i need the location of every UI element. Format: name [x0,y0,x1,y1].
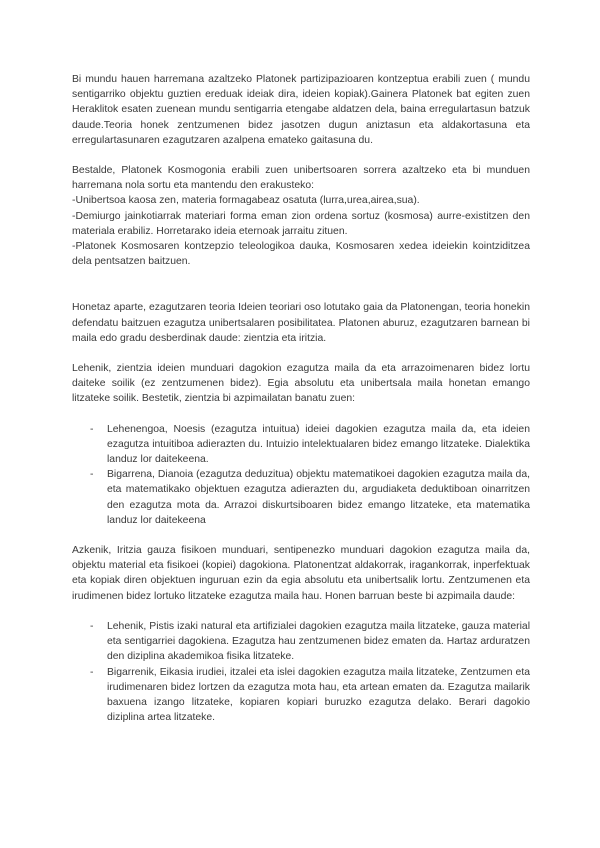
dash-bullet: - [90,469,94,481]
paragraph-opinion: Azkenik, Iritzia gauza fisikoen munduari, sentipenezko munduari dagokion ezagutza maila da, objektu material eta fisikoei (kopiei) dagokiona. Platonentzat aldakorrak, iragankorrak, inperfektuak eta kopiak diren objektuen inguruan ezin da egia absolutu eta unibertsalik lortu. Zentzumenen eta irudimenen bidez lortuko litzateke ezagutza maila hau. Honen barruan beste bi azpimaila daude: [72,545,530,602]
dash-bullet: - [90,423,94,435]
dash-bullet: - [90,666,94,678]
list-opinion-sublevels [72,619,530,725]
cosmogony-line-teleology: -Platonek Kosmosaren kontzepzio teleologikoa dauka, Kosmosaren xedea ideiekin kointziditzea dela pentsatzen baitzuen. [72,241,530,268]
cosmogony-line-demiurge: -Demiurgo jainkotiarrak materiari forma eman zion ordena sortuz (kosmosa) aurre-existitzen den materiala erabiliz. Horretarako ideia eternoak jarraitu zituen. [72,210,530,237]
dash-bullet: - [90,620,94,632]
paragraph-cosmogony [72,163,530,269]
list-science-sublevels [72,422,530,528]
list-item-noesis [72,422,530,468]
paragraph-knowledge-theory: Honetaz aparte, ezagutzaren teoria Ideien teoriari oso lotutako gaia da Platonengan, teoria honekin defendatu baitzuen ezagutza unibertsalaren posibilitatea. Platonen aburuz, ezagutzaren barnean bi maila edo gradu desberdinak daude: zientzia eta iritzia. [72,302,530,344]
cosmogony-line-chaos: -Unibertsoa kaosa zen, materia formagabeaz osatuta (lurra,urea,airea,sua). [72,195,420,207]
list-item-text: Bigarrena, Dianoia (ezagutza deduzitua) objektu matematikoei dagokien ezagutza maila da, eta matematikako objektuen ezagutza adierazten du, argudiaketa deduktiboan oinarritzen den ezagutza mota da. Arrazoi diskurtsiboaren bidez emango litzateke, eta matematika landuz lor daitekeena [107,469,530,526]
list-item-dianoia [72,467,530,528]
document-page [72,72,530,725]
list-item-pistis [72,619,530,665]
cosmogony-intro: Bestalde, Platonek Kosmogonia erabili zuen unibertsoaren sorrera azaltzeko eta bi munduen harremana nola sortu eta mantendu den erakusteko: [72,165,530,192]
paragraph-science: Lehenik, zientzia ideien munduari dagokion ezagutza maila da eta arrazoimenaren bidez lortu daiteke soilik (ez zentzumenen bidez). Egia absolutu eta unibertsala maila honetan emango litzateke soilik. Bestetik, zientzia bi azpimailatan banatu zuen: [72,363,530,405]
list-item-text: Bigarrenik, Eikasia irudiei, itzalei eta islei dagokien ezagutza maila litzateke, Zentzumen eta irudimenaren bidez lortzen da ezagutza mota hau, eta artean ematen da. Ezagutza mailarik baxuena izango litzateke, kopiaren kopiari buruzko ezagutza delako. Berari dagokio diziplina artea litzateke. [107,666,530,724]
paragraph-participation: Bi mundu hauen harremana azaltzeko Platonek partizipazioaren kontzeptua erabili zuen ( mundu sentigarriko objektu guztien ereduak ideiak dira, ideien kopiak).Gainera Platonek bat egiten zuen Heraklitok esaten zuenean mundu sentigarria etengabe aldatzen dela, baina erregulartasun batzuk daude.Teoria honek zentzumenen bidez jasotzen dugun aniztasun eta aldakortasuna eta erregulartasunaren ezagutzaren azalpena emateko gaitasuna du. [72,74,530,146]
list-item-text: Lehenik, Pistis izaki natural eta artifizialei dagokien ezagutza maila litzateke, gauza material eta sentigarriei dagokiena. Ezagutza hau zentzumenen bidez ematen da. Hartaz arduratzen den diziplina akademikoa fisika litzateke. [107,620,530,663]
list-item-text: Lehenengoa, Noesis (ezagutza intuitua) ideiei dagokien ezagutza maila da, eta ideien ezagutza intuitiboa adierazten du. Intuizio intelektualaren bidez emango litzateke. Dialektika landuz lor daitekeena. [107,423,530,466]
list-item-eikasia [72,665,530,726]
